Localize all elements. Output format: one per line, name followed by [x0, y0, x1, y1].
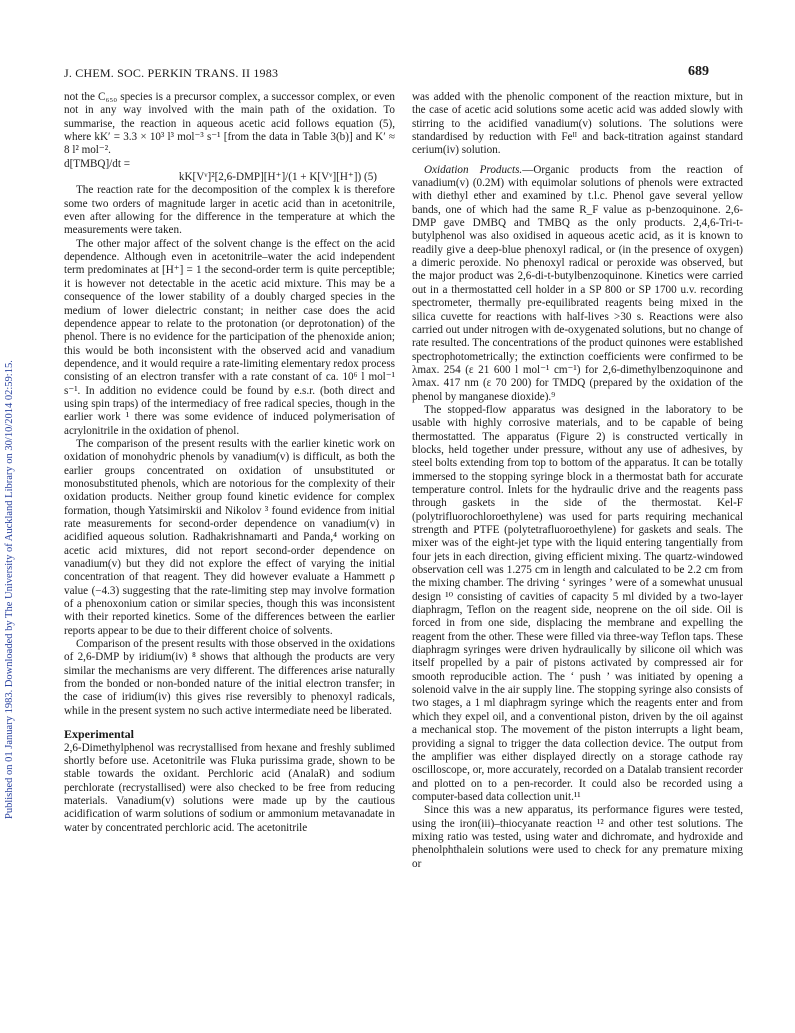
- paragraph: 2,6-Dimethylphenol was recrystallised from hexane and freshly sublimed shortly before use. Acetonitrile was Fluka purissima grade, shown to be stable towards the oxidant. Perchloric acid (AnalaR) and sodium perchlorate (recrystallised) were also checked to be free from reducing materials. Vanadium(v) solutions were made up by the cautious acidification of warm solutions of sodium or ammonium metavanadate in water by concentrated perchloric acid. The acetonitrile: [64, 741, 395, 834]
- page-number: 689: [688, 64, 709, 79]
- paragraph: not the C₆₅₀ species is a precursor complex, a successor complex, or even not in any way involved with the main path of the oxidation. To summarise, the reaction in aqueous acetic acid follows equation (5), where kK′ = 3.3 × 10³ l³ mol⁻³ s⁻¹ [from the data in Table 3(b)] and K′ ≈ 8 l² mol⁻².: [64, 91, 395, 157]
- equation-5: kK[Vᵛ]²[2,6-DMP][H⁺]/(1 + K[Vᵛ][H⁺]) (5): [178, 171, 377, 184]
- section-heading-experimental: Experimental: [64, 727, 134, 742]
- paragraph-text: —Organic products from the reaction of vanadium(v) (0.2M) with equimolar solutions of phenols were extracted with diethyl ether and examined by t.l.c. Phenol gave several yellow bands, one of which had the same R_F value as p-benzoquinone. 2,6-DMP gave DMBQ and TMBQ as the only products. 2,4,6-Tri-t-butylphenol was also oxidised in aqueous acetic acid, as it is known to readily give a deep-blue phenoxyl radical, or (in the presence of oxygen) a dimeric peroxide. No phenoxyl radical or peroxide was observed, but the major product was 2,6-di-t-butylbenzoquinone. Kinetics were carried out in a thermostatted cell holder in a SP 800 or SP 1700 u.v. recording spectrometer, thermally pre-equilibrated reagents being mixed in the silica cuvette for reactions with half-lives >30 s. Reactions were also carried out under nitrogen with de-oxygenated solutions, but no change of rate resulted. The concentrations of the product quinones were established spectrophotometrically; the extinction coefficients were confirmed to be λmax. 254 (ε 21 600 l mol⁻¹ cm⁻¹) for 2,6-dimethylbenzoquinone and λmax. 417 nm (ε 70 200) for TMDQ (prepared by the oxidation of the phenol by manganese dioxide).⁹: [412, 163, 743, 403]
- journal-name: J. CHEM. SOC. PERKIN TRANS. II: [64, 66, 251, 80]
- paragraph: The other major affect of the solvent change is the effect on the acid dependence. Although even in acetonitrile–water the acid independent term predominates at [H⁺] = 1 the second-order term is quite perceptible; it is however not detectable in the acetic acid mixture. This may be a consequence of the lower stability of a doubly charged species in the medium of lower dielectric constant; in neither case does the acid dependence appear to relate to the protonation (or deprotonation) of the phenol. There is no evidence for the participation of the phenoxide anion; this would be both inconsistent with the observed acid and vanadium dependence, and it would require a rate-limiting elementary redox process consisting of an electron transfer with a rate constant of ca. 10⁶ l mol⁻¹ s⁻¹. In addition no evidence could be found by e.s.r. (both direct and using spin traps) of the intermediacy of free radical species, though in the earlier work ¹ there was some evidence of induced polymerisation of acrylonitrile in the oxidation of phenol.: [64, 237, 395, 437]
- run-in-heading: Oxidation Products.: [424, 163, 523, 176]
- paragraph: The reaction rate for the decomposition of the complex k is therefore some two orders of magnitude larger in acetic acid than in acetonitrile, even after allowing for the difference in the temperature at which the measurements were taken.: [64, 184, 395, 237]
- paragraph-oxidation-products: [412, 164, 743, 404]
- download-notice: Published on 01 January 1983. Downloaded by The University of Auckland Library on 30/10/2014 02:59:15.: [4, 360, 15, 820]
- equation-lhs: d[TMBQ]/dt =: [64, 157, 131, 170]
- paragraph: The stopped-flow apparatus was designed in the laboratory to be usable with highly corrosive materials, and to be capable of being thermostatted. The apparatus (Figure 2) is constructed vertically in blocks, held together under pressure, without any use of adhesives, by steel bolts extending from top to bottom of the apparatus. It can be totally immersed to the stopping syringe block in a thermostat bath for accurate temperature control. Inlets for the hydraulic drive and the reagents pass through gaskets in the side of the thermostat. Kel-F (polytrifluorochloroethylene) was used for parts requiring mechanical strength and PTFE (polytetrafluoroethylene) for gaskets and seals. The mixer was of the eight-jet type with the liquid entering tangentially from four jets in each direction, giving efficient mixing. The quartz-windowed observation cell was 1.275 cm in length and calculated to be 2.2 cm from the mixing chamber. The driving ‘ syringes ’ were of a somewhat unusual design ¹⁰ consisting of cavities of capacity 5 ml divided by a two-layer diaphragm, Teflon on the reagent side, neoprene on the oil side. Oil is forced in from one side, displacing the membrane and expelling the reagent from the other. These were filled via three-way Teflon taps. These diaphragm syringes were driven hydraulically by silicone oil which was itself propelled by a pair of pistons activated by compressed air for smooth reproducible action. The ‘ push ’ was initiated by opening a solenoid valve in the air supply line. The stopping syringe also consists of two stages, a 1 ml diaphragm syringe which the reagents enter and from which they expel oil, and a conventional piston, driven by the oil against a mechanical stop. The movement of the piston interrupts a light beam, providing a signal to trigger the data collection device. The output from the amplifier was either displayed directly on a storage cathode ray oscilloscope, or, more accurately, recorded on a Datalab transient recorder and plotted on to a pen-recorder. It could also be recorded using a computer-based data collection unit.¹¹: [412, 403, 743, 803]
- right-column: [412, 91, 743, 871]
- paragraph: was added with the phenolic component of the reaction mixture, but in the case of acetic acid solutions some acetic acid was added slowly with stirring to the acidified vanadium(v) solutions. The solutions were standardised by reduction with Feᴵᴵ and back-titration against standard cerium(iv) solution.: [412, 91, 743, 157]
- journal-year: 1983: [253, 66, 279, 80]
- running-head: [64, 66, 278, 81]
- paragraph: Comparison of the present results with those observed in the oxidations of 2,6-DMP by iridium(iv) ⁸ shows that although the products are very similar the mechanisms are very different. The differences arise naturally from the bonded or non-bonded nature of the initial electron transfer; in the case of iridium(iv) this gives rise reversibly to phenoxyl radicals, while in the present system no such active intermediate need be liberated.: [64, 638, 395, 717]
- paragraph: The comparison of the present results with the earlier kinetic work on oxidation of monohydric phenols by vanadium(v) is difficult, as both the earlier groups concentrated on oxidation of unsubstituted or monosubstituted phenols, which are notorious for the complexity of their oxidation products. Neither group found kinetic evidence for complex formation, though Yatsimirskii and Nikolov ³ found evidence from initial rate measurements for second-order dependence on vanadium(v) in acidified aqueous solution. Radhakrishnamarti and Panda,⁴ working on acetic acid mixtures, did not report second-order dependence on vanadium(v) but they did not explore the effect of varying the initial concentration of that reagent. They did however evaluate a Hammett ρ value (−4.3) suggesting that the rate-limiting step may involve formation of a phenoxonium cation or similar species, though this was inconsistent with their reported kinetics. Some of the differences between the earlier reports appear to be due to their different choice of solvents.: [64, 437, 395, 637]
- left-column: [64, 91, 395, 835]
- paragraph: Since this was a new apparatus, its performance figures were tested, using the iron(iii)–thiocyanate reaction ¹² and other test solutions. The mixing ratio was tested, using water and dichromate, and hydroxide and phenolphthalein solutions were used to check for any premature mixing or: [412, 804, 743, 870]
